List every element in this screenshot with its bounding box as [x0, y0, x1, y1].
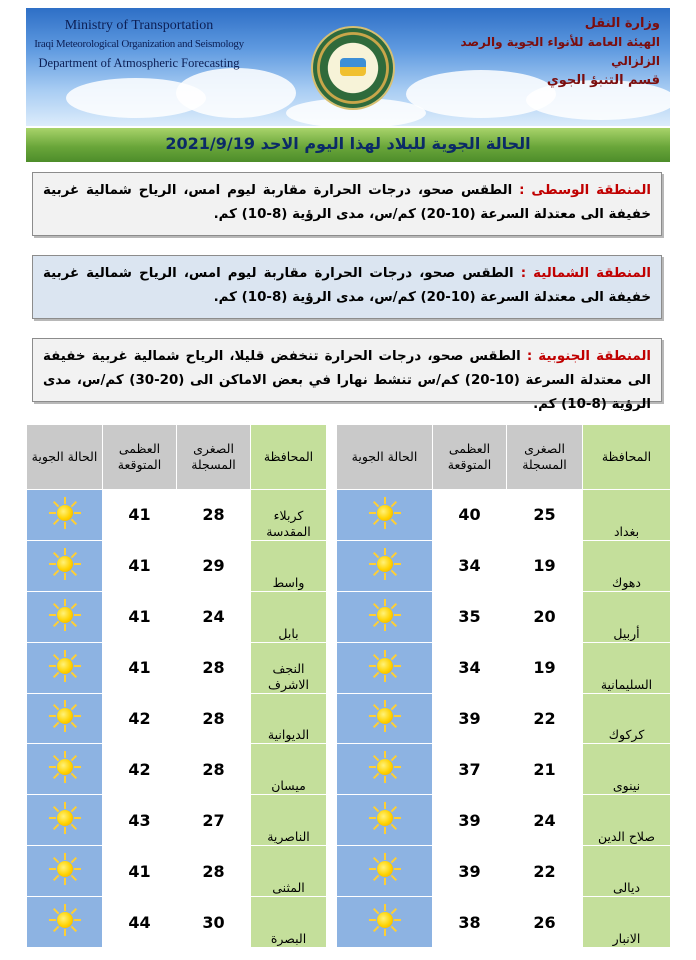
region-central — [32, 172, 662, 236]
ministry-name-ar: وزارة النقل — [584, 16, 660, 31]
region-text: الطقس صحو، درجات الحرارة مقاربة ليوم امس، الرياح شمالية غربية خفيفة الى معتدلة السرعة (10-20) كم/س، مدى الرؤية (8-10) كم. — [43, 266, 651, 305]
region-south — [32, 338, 662, 412]
header-max: العظمى المتوقعة — [433, 425, 507, 490]
min-temp-cell: 27 — [177, 795, 251, 846]
weather-cell — [27, 642, 103, 693]
governorate-cell: ميسان — [251, 744, 327, 795]
weather-cell — [27, 846, 103, 897]
min-temp-cell: 28 — [177, 744, 251, 795]
governorate-cell: دهوك — [583, 540, 671, 591]
sunny-icon — [48, 801, 82, 835]
region-north — [32, 255, 662, 319]
table-row — [27, 846, 671, 897]
sunny-icon — [368, 801, 402, 835]
weather-cell — [337, 693, 433, 744]
table-row — [27, 693, 671, 744]
governorate-cell: واسط — [251, 540, 327, 591]
max-temp-cell: 42 — [103, 744, 177, 795]
min-temp-cell: 19 — [507, 642, 583, 693]
governorate-cell: نينوى — [583, 744, 671, 795]
sunny-icon — [48, 903, 82, 937]
governorate-cell: السليمانية — [583, 642, 671, 693]
max-temp-cell: 41 — [103, 490, 177, 541]
ministry-name-en: Ministry of Transportation — [64, 18, 214, 33]
weather-cell — [27, 795, 103, 846]
weather-cell — [337, 642, 433, 693]
region-label: المنطقة الوسطى : — [519, 183, 651, 198]
min-temp-cell: 20 — [507, 591, 583, 642]
min-temp-cell: 26 — [507, 897, 583, 948]
table-row — [27, 540, 671, 591]
min-temp-cell: 29 — [177, 540, 251, 591]
header-weather: الحالة الجوية — [27, 425, 103, 490]
max-temp-cell: 40 — [433, 490, 507, 541]
table-header-row — [27, 425, 671, 490]
sunny-icon — [48, 496, 82, 530]
governorate-cell: الناصرية — [251, 795, 327, 846]
region-label: المنطقة الجنوبية : — [526, 349, 651, 364]
min-temp-cell: 19 — [507, 540, 583, 591]
max-temp-cell: 43 — [103, 795, 177, 846]
max-temp-cell: 35 — [433, 591, 507, 642]
department-name-ar: قسم التنبؤ الجوي — [546, 73, 660, 88]
header-english — [34, 16, 244, 73]
forecast-sheet — [26, 8, 670, 952]
max-temp-cell: 39 — [433, 846, 507, 897]
weather-cell — [337, 744, 433, 795]
page-title: الحالة الجوية للبلاد لهذا اليوم الاحد 2021/9/19 — [165, 134, 531, 153]
weather-cell — [27, 540, 103, 591]
organization-name-en: Iraqi Meteorological Organization and Seismology — [34, 38, 244, 50]
sunny-icon — [368, 496, 402, 530]
governorate-cell: أربيل — [583, 591, 671, 642]
governorate-cell: ديالى — [583, 846, 671, 897]
sunny-icon — [368, 598, 402, 632]
weather-cell — [27, 490, 103, 541]
governorate-cell: صلاح الدين — [583, 795, 671, 846]
table-row — [27, 795, 671, 846]
governorate-cell: النجف الاشرف — [251, 642, 327, 693]
sunny-icon — [368, 649, 402, 683]
max-temp-cell: 44 — [103, 897, 177, 948]
weather-cell — [337, 897, 433, 948]
header-governorate: المحافظة — [251, 425, 327, 490]
max-temp-cell: 41 — [103, 846, 177, 897]
min-temp-cell: 28 — [177, 846, 251, 897]
header-max: العظمى المتوقعة — [103, 425, 177, 490]
min-temp-cell: 30 — [177, 897, 251, 948]
sunny-icon — [368, 699, 402, 733]
governorate-cell: بابل — [251, 591, 327, 642]
max-temp-cell: 38 — [433, 897, 507, 948]
sunny-icon — [48, 852, 82, 886]
organization-emblem-icon — [313, 28, 393, 108]
weather-cell — [337, 540, 433, 591]
department-name-en: Department of Atmospheric Forecasting — [38, 56, 240, 70]
weather-cell — [27, 693, 103, 744]
weather-cell — [337, 591, 433, 642]
table-row — [27, 744, 671, 795]
weather-cell — [27, 744, 103, 795]
weather-cell — [337, 795, 433, 846]
max-temp-cell: 39 — [433, 795, 507, 846]
min-temp-cell: 22 — [507, 693, 583, 744]
sunny-icon — [368, 852, 402, 886]
header-min: الصغرى المسجلة — [177, 425, 251, 490]
governorate-cell: الانبار — [583, 897, 671, 948]
header-arabic — [440, 14, 660, 90]
table-row — [27, 591, 671, 642]
table-row — [27, 642, 671, 693]
governorate-cell: بغداد — [583, 490, 671, 541]
max-temp-cell: 41 — [103, 591, 177, 642]
min-temp-cell: 28 — [177, 693, 251, 744]
date-title-bar — [26, 126, 670, 162]
weather-cell — [27, 897, 103, 948]
min-temp-cell: 28 — [177, 642, 251, 693]
min-temp-cell: 21 — [507, 744, 583, 795]
sunny-icon — [48, 547, 82, 581]
governorate-cell: البصرة — [251, 897, 327, 948]
sunny-icon — [48, 649, 82, 683]
governorate-cell: كربلاء المقدسة — [251, 490, 327, 541]
governorate-cell: المثنى — [251, 846, 327, 897]
max-temp-cell: 34 — [433, 642, 507, 693]
sunny-icon — [368, 750, 402, 784]
region-label: المنطقة الشمالية : — [520, 266, 651, 281]
weather-cell — [337, 490, 433, 541]
min-temp-cell: 24 — [177, 591, 251, 642]
max-temp-cell: 37 — [433, 744, 507, 795]
min-temp-cell: 25 — [507, 490, 583, 541]
max-temp-cell: 39 — [433, 693, 507, 744]
table-row — [27, 897, 671, 948]
header-min: الصغرى المسجلة — [507, 425, 583, 490]
governorate-cell: الديوانية — [251, 693, 327, 744]
temperature-table — [26, 424, 671, 948]
header-banner — [26, 8, 670, 126]
min-temp-cell: 22 — [507, 846, 583, 897]
min-temp-cell: 24 — [507, 795, 583, 846]
max-temp-cell: 41 — [103, 642, 177, 693]
sunny-icon — [368, 547, 402, 581]
sunny-icon — [368, 903, 402, 937]
header-weather: الحالة الجوية — [337, 425, 433, 490]
max-temp-cell: 34 — [433, 540, 507, 591]
weather-cell — [27, 591, 103, 642]
max-temp-cell: 41 — [103, 540, 177, 591]
region-text: الطقس صحو، درجات الحرارة مقاربة ليوم امس، الرياح شمالية غربية خفيفة الى معتدلة السرعة (10-20) كم/س، مدى الرؤية (8-10) كم. — [43, 183, 651, 222]
governorate-cell: كركوك — [583, 693, 671, 744]
region-text: الطقس صحو، درجات الحرارة تنخفض قليلا، الرياح شمالية غربية خفيفة الى معتدلة السرعة (10-20) كم/س تنشط نهارا في بعض الاماكن الى (20-30) كم/س، مدى الرؤية (8-10) كم. — [43, 349, 651, 412]
table-row — [27, 490, 671, 541]
max-temp-cell: 42 — [103, 693, 177, 744]
header-governorate: المحافظة — [583, 425, 671, 490]
min-temp-cell: 28 — [177, 490, 251, 541]
sunny-icon — [48, 750, 82, 784]
sunny-icon — [48, 699, 82, 733]
sunny-icon — [48, 598, 82, 632]
weather-cell — [337, 846, 433, 897]
organization-name-ar: الهيئة العامة للأنواء الجوية والرصد الزلزالي — [460, 35, 660, 68]
